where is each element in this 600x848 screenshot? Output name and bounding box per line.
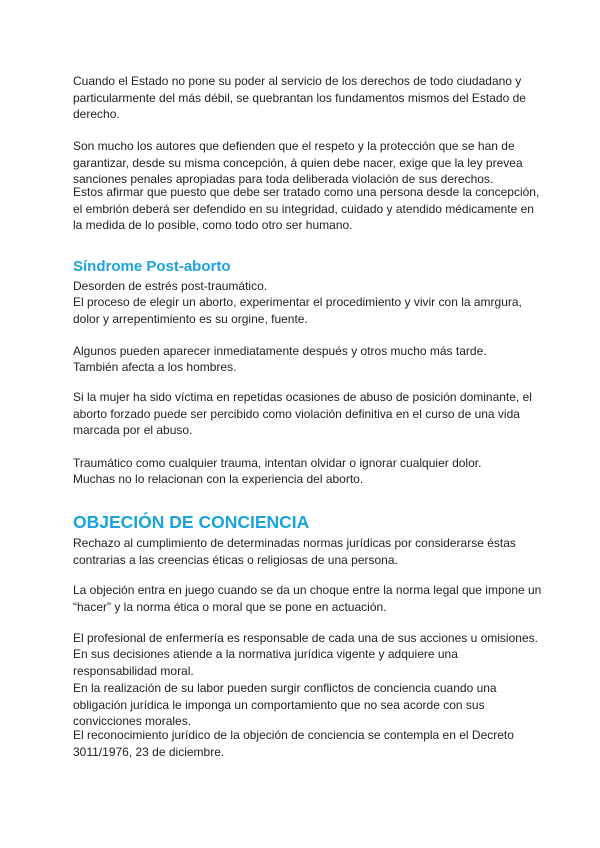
sindrome-paragraph-4: También afecta a los hombres. xyxy=(73,360,237,374)
objecion-paragraph-4: En sus decisiones atiende a la normativa jurídica vigente y adquiere una responsabilidad moral. xyxy=(73,647,458,678)
sindrome-paragraph-3: Algunos pueden aparecer inmediatamente después y otros mucho más tarde. xyxy=(73,344,487,358)
section-heading-sindrome: Síndrome Post-aborto xyxy=(73,258,231,275)
section-heading-objecion: OBJECIÓN DE CONCIENCIA xyxy=(73,512,310,532)
sindrome-paragraph-1: Desorden de estrés post-traumático. xyxy=(73,279,268,293)
sindrome-paragraph-2: El proceso de elegir un aborto, experimentar el procedimiento y vivir con la amrgura, dolor y arrepentimiento es su orgine, fuente. xyxy=(73,295,522,326)
objecion-paragraph-6: El reconocimiento jurídico de la objeción de conciencia se contempla en el Decreto 3011/1976, 23 de diciembre. xyxy=(73,728,514,759)
intro-paragraph-2: Son mucho los autores que defienden que el respeto y la protección que se han de garantizar, desde su misma concepción, á quien debe nacer, exige que la ley prevea sanciones penales apropiadas para toda deliberada violación de sus derechos. xyxy=(73,139,523,186)
sindrome-paragraph-7: Muchas no lo relacionan con la experiencia del aborto. xyxy=(73,472,364,486)
objecion-paragraph-1: Rechazo al cumplimiento de determinadas normas jurídicas por considerarse éstas contrarias a las creencias éticas o religiosas de una persona. xyxy=(73,536,516,567)
objecion-paragraph-5: En la realización de su labor pueden surgir conflictos de conciencia cuando una obligación jurídica le imponga un comportamiento que no sea acorde con sus convicciones morales. xyxy=(73,681,497,728)
objecion-paragraph-3: El profesional de enfermería es responsable de cada una de sus acciones u omisiones. xyxy=(73,631,538,645)
intro-paragraph-3: Estos afirmar que puesto que debe ser tratado como una persona desde la concepción, el embrión deberá ser defendido en su integridad, cuidado y atendido médicamente en la medida de lo posible, como todo otro ser humano. xyxy=(73,185,540,232)
intro-paragraph-1: Cuando el Estado no pone su poder al servicio de los derechos de todo ciudadano y particularmente del más débil, se quebrantan los fundamentos mismos del Estado de derecho. xyxy=(73,74,526,121)
sindrome-paragraph-5: Si la mujer ha sido víctima en repetidas ocasiones de abuso de posición dominante, el aborto forzado puede ser percibido como violación definitiva en el curso de una vida marcada por el abuso. xyxy=(73,390,532,437)
objecion-paragraph-2: La objeción entra en juego cuando se da un choque entre la norma legal que impone un “hacer” y la norma ética o moral que se pone en actuación. xyxy=(73,583,542,614)
sindrome-paragraph-6: Traumático como cualquier trauma, intentan olvidar o ignorar cualquier dolor. xyxy=(73,456,482,470)
